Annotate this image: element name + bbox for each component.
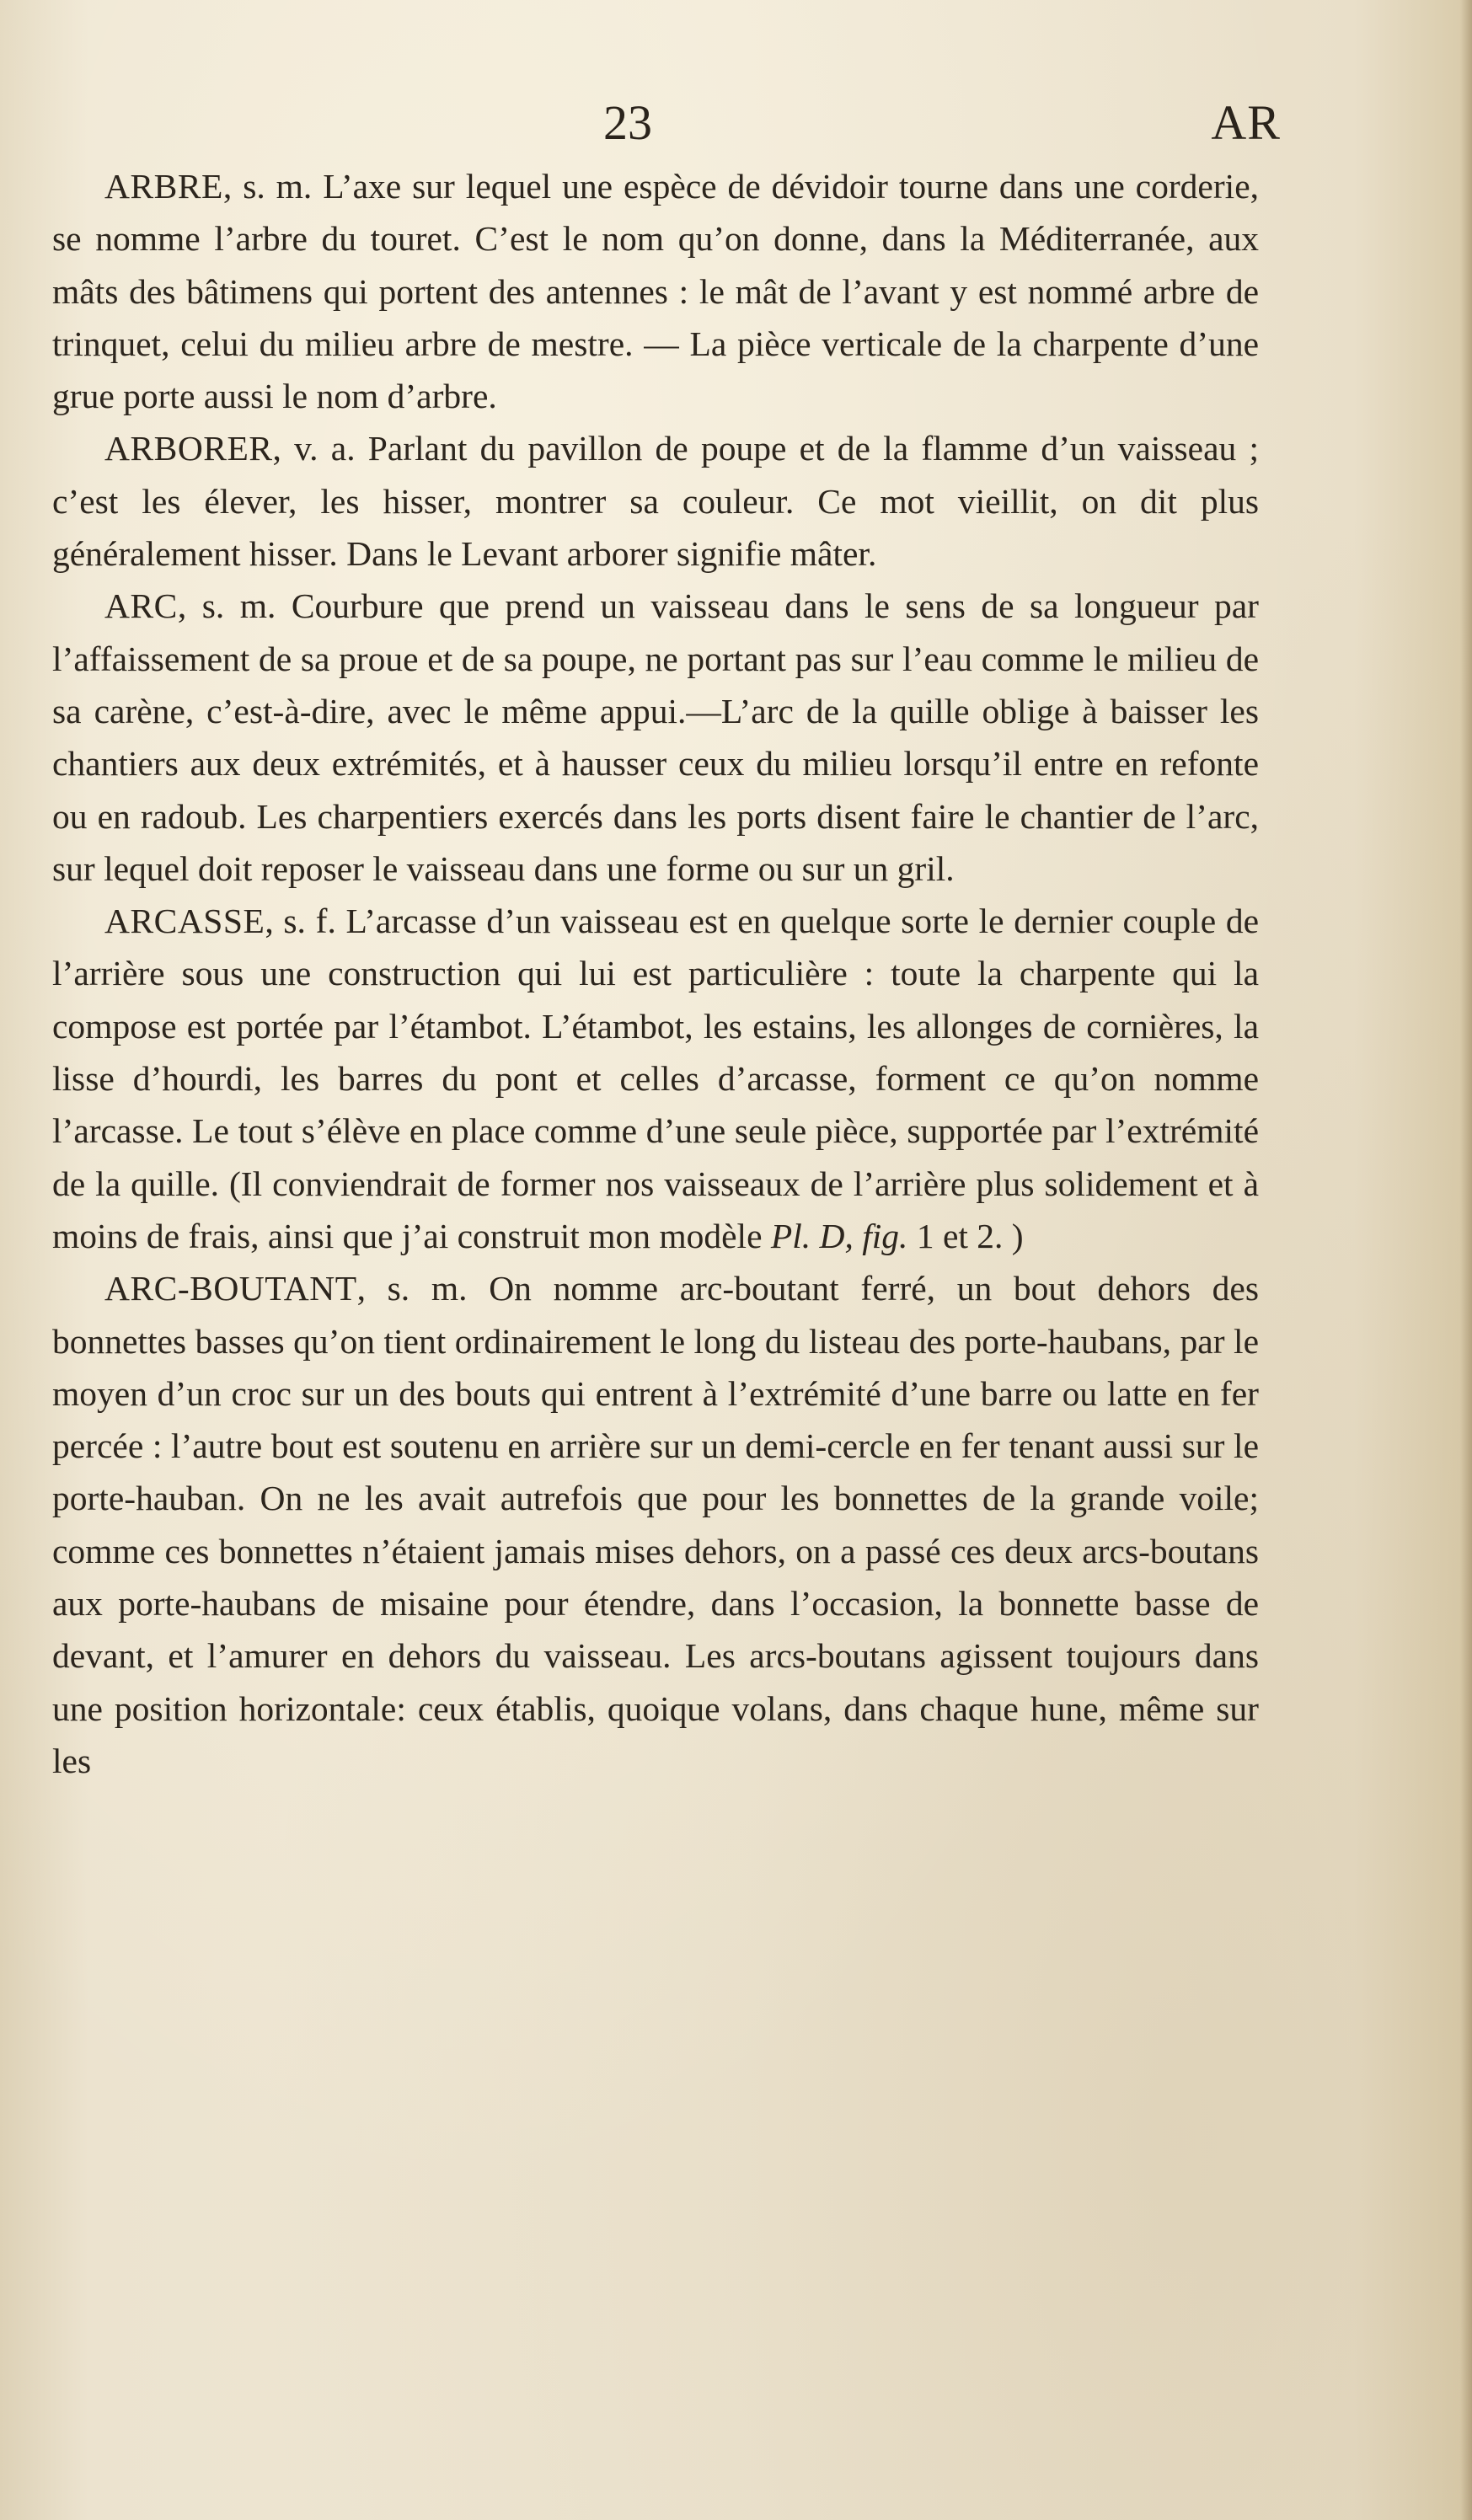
grammar-label: , v. a. xyxy=(272,429,356,468)
headword: ARC-BOUTANT xyxy=(104,1269,357,1308)
dictionary-text xyxy=(52,160,1259,1787)
headword: ARCASSE xyxy=(104,902,265,941)
definition: Parlant du pavillon de poupe et de la flamme d’un vaisseau ; c’est les élever, les hisser, montrer sa couleur. Ce mot vieillit, on dit plus généralement hisser. Dans le Levant arborer signifie mâter. xyxy=(52,429,1259,574)
definition: L’axe sur lequel une espèce de dévidoir tourne dans une corderie, se nomme l’arbre du touret. C’est le nom qu’on donne, dans la Méditerranée, aux mâts des bâtimens qui portent des antennes : le mât de l’avant y est nommé arbre de trinquet, celui du milieu arbre de mestre. — La pièce verticale de la charpente d’une grue porte aussi le nom d’arbre. xyxy=(52,167,1259,416)
grammar-label: , s. m. xyxy=(356,1269,468,1308)
entry-arc xyxy=(52,580,1259,895)
definition: Courbure que prend un vaisseau dans le sens de sa longueur par l’affaissement de sa proue et de sa poupe, ne portant pas sur l’eau comme le milieu de sa carène, c’est-à-dire, avec le même appui.—L’arc de la quille oblige à baisser les chantiers aux deux extrémités, et à hausser ceux du milieu lorsqu’il entre en refonte ou en radoub. Les charpentiers exercés dans les ports disent faire le chantier de l’arc, sur lequel doit reposer le vaisseau dans une forme ou sur un gril. xyxy=(52,586,1259,888)
headword: ARBRE xyxy=(104,167,223,206)
entry-arc-boutant xyxy=(52,1262,1259,1787)
headword: ARC xyxy=(104,586,178,626)
definition: On nomme arc-boutant ferré, un bout dehors des bonnettes basses qu’on tient ordinairement le long du listeau des porte-haubans, par le moyen d’un croc sur un des bouts qui entrent à l’extrémité d’une barre ou latte en fer percée : l’autre bout est soutenu en arrière sur un demi-cercle en fer tenant aussi sur le porte-hauban. On ne les avait autrefois que pour les bonnettes de la grande voile; comme ces bonnettes n’étaient jamais mises dehors, on a passé ces deux arcs-boutans aux porte-haubans de misaine pour étendre, dans l’occasion, la bonnette basse de devant, et l’amurer en dehors du vaisseau. Les arcs-boutans agissent toujours dans une position horizontale: ceux établis, quoique volans, dans chaque hune, même sur les xyxy=(52,1269,1259,1780)
grammar-label: , s. m. xyxy=(222,167,313,206)
running-head: AR xyxy=(1211,95,1281,150)
plate-reference: Pl. D, fig. xyxy=(770,1216,908,1255)
grammar-label: , s. m. xyxy=(177,586,276,626)
page-number: 23 xyxy=(603,95,652,150)
headword: ARBORER xyxy=(104,429,273,468)
page-edge-shadow xyxy=(1460,0,1472,2520)
entry-arborer xyxy=(52,422,1259,580)
page-header xyxy=(0,94,1472,162)
definition: L’arcasse d’un vaisseau est en quelque sorte le dernier couple de l’arrière sous une construction qui lui est particulière : toute la charpente qui la compose est portée par l’étambot. L’étambot, les estains, les allonges de cornières, la lisse d’hourdi, les barres du pont et celles d’arcasse, forment ce qu’on nomme l’arcasse. Le tout s’élève en place comme d’une seule pièce, supportée par l’extrémité de la quille. (Il conviendrait de former nos vaisseaux de l’arrière plus solidement et à moins de frais, ainsi que j’ai construit mon modèle xyxy=(52,902,1259,1255)
entry-arcasse xyxy=(52,895,1259,1262)
entry-arbre xyxy=(52,160,1259,422)
grammar-label: , s. f. xyxy=(265,902,336,941)
definition-tail: 1 et 2. ) xyxy=(907,1216,1024,1255)
